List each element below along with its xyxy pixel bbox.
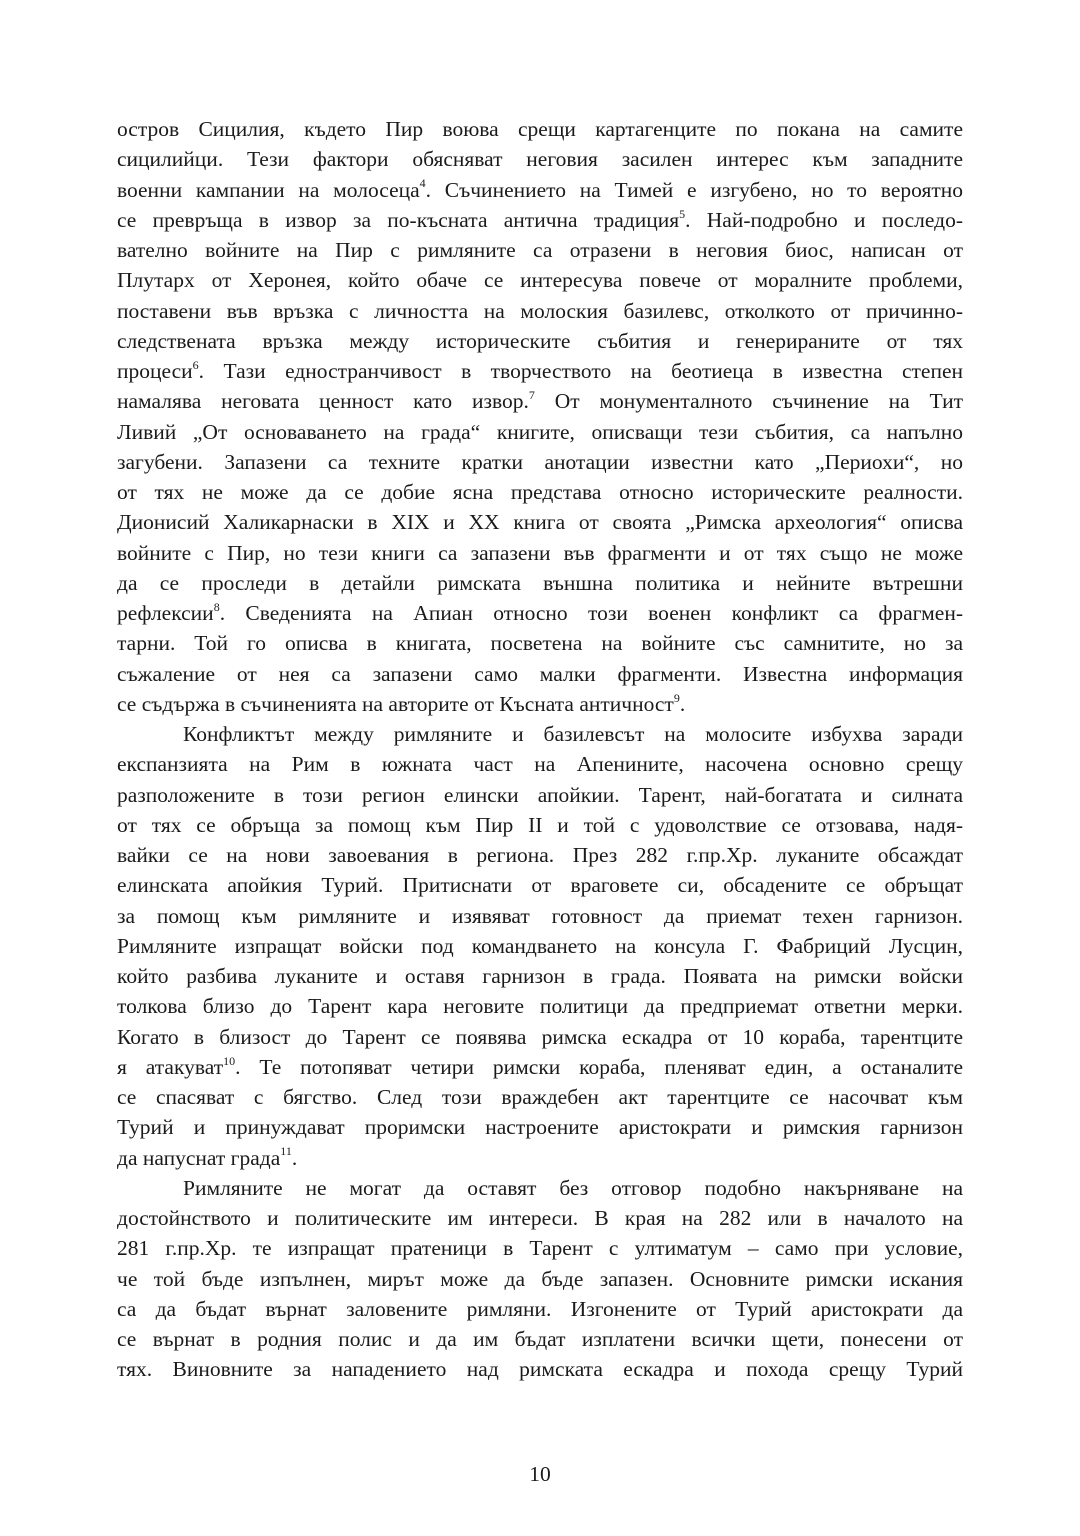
text-line: [117, 507, 963, 537]
text-line: [117, 326, 963, 356]
text-segment: се спасяват с бягство. След този враждебен акт тарентците се насочват към: [117, 1085, 963, 1109]
footnote-reference: 5: [679, 206, 686, 221]
text-segment: . Тази едностранчивост в творчеството на беотиеца в известна степен: [198, 359, 963, 383]
text-segment: я атакуват: [117, 1054, 224, 1079]
text-segment: елинската апойкия Турий. Притиснати от враговете си, обсадените се обръщат: [117, 873, 963, 898]
text-line: [117, 689, 963, 719]
text-segment: Римляните не могат да оставят без отговор подобно накърняване на: [183, 1175, 963, 1200]
text-line: [117, 1082, 963, 1112]
footnote-reference: 11: [280, 1144, 292, 1159]
paragraph: [117, 114, 963, 719]
text-segment: тарни. Той го описва в книгата, посветена на войните със самнитите, но за: [117, 631, 963, 656]
text-segment: намалява неговата ценност като извор.: [117, 389, 529, 414]
text-segment: загубени. Запазени са техните кратки анотации известни като „Периохи“, но: [117, 449, 963, 474]
text-line: [117, 1143, 963, 1173]
text-segment: са да бъдат върнат заловените римляни. Изгонените от Турий аристократи да: [117, 1296, 963, 1321]
text-line: [117, 991, 963, 1021]
footnote-reference: 4: [419, 176, 426, 191]
text-segment: . Най-подробно и последо-: [685, 207, 963, 232]
text-segment: . Съчинението на Тимей е изгубено, но то вероятно: [425, 177, 963, 202]
text-segment: Конфликтът между римляните и базилевсът на молосите избухва заради: [183, 722, 963, 746]
text-line: [117, 598, 963, 628]
text-segment: се върнат в родния полис и да им бъдат изплатени всички щети, понесени от: [117, 1327, 963, 1351]
text-line: [117, 1022, 963, 1052]
text-segment: се превръща в извор за по-късната антична традиция: [117, 207, 680, 232]
text-segment: следствената връзка между историческите събития и генерираните от тях: [117, 328, 963, 353]
text-line: [117, 1324, 963, 1354]
text-line: [117, 840, 963, 870]
page-number: 10: [529, 1462, 551, 1486]
paragraph: [117, 1173, 963, 1385]
text-line: [117, 931, 963, 961]
text-segment: от тях не може да се добие ясна представа относно историческите реалности.: [117, 480, 963, 504]
text-line: [117, 265, 963, 295]
text-line: [117, 719, 963, 749]
text-line: [117, 386, 963, 416]
text-line: [117, 659, 963, 689]
paragraph: [117, 719, 963, 1173]
text-segment: Ливий „От основаването на града“ книгите, описващи тези събития, са напълно: [117, 419, 963, 444]
text-line: [117, 235, 963, 265]
text-line: [117, 1173, 963, 1203]
text-line: [117, 144, 963, 174]
text-segment: толкова близо до Тарент кара неговите политици да предприемат ответни мерки.: [117, 994, 963, 1019]
text-line: [117, 901, 963, 931]
text-segment: Дионисий Халикарнаски в XIX и XX книга от своята „Римска археология“ описва: [117, 510, 963, 535]
text-segment: вайки се на нови завоевания в региона. През 282 г.пр.Хр. луканите обсаждат: [117, 843, 963, 867]
text-segment: за помощ към римляните и изявяват готовност да приемат техен гарнизон.: [117, 903, 963, 928]
text-segment: Турий и принуждават проримски настроените аристократи и римския гарнизон: [117, 1115, 963, 1140]
text-segment: 281 г.пр.Хр. те изпращат пратеници в Тарент с ултиматум – само при условие,: [117, 1236, 963, 1261]
text-line: [117, 1233, 963, 1263]
text-segment: тях. Виновните за нападението над римската ескадра и похода срещу Турий: [117, 1357, 963, 1382]
text-line: [117, 205, 963, 235]
text-segment: разположените в този регион елински апойкии. Тарент, най-богатата и силната: [117, 782, 963, 807]
text-line: [117, 538, 963, 568]
footnote-reference: 7: [528, 388, 535, 403]
text-line: [117, 628, 963, 658]
text-segment: от тях се обръща за помощ към Пир II и той с удоволствие се отзовава, надя-: [117, 812, 963, 837]
text-line: [117, 417, 963, 447]
text-line: [117, 114, 963, 144]
text-segment: .: [679, 691, 686, 716]
text-segment: че той бъде изпълнен, мирът може да бъде запазен. Основните римски искания: [117, 1266, 963, 1291]
text-segment: войните с Пир, но тези книги са запазени във фрагменти и от тях също не може: [117, 540, 963, 565]
footnote-reference: 8: [213, 599, 220, 614]
document-body: [117, 114, 963, 1385]
footnote-reference: 6: [192, 357, 199, 372]
text-line: [117, 810, 963, 840]
text-line: [117, 447, 963, 477]
text-line: [117, 568, 963, 598]
text-line: [117, 1264, 963, 1294]
text-line: [117, 1112, 963, 1142]
text-segment: . Сведенията на Апиан относно този военен конфликт са фрагмен-: [219, 601, 963, 625]
text-segment: да се проследи в детайли римската външна политика и нейните вътрешни: [117, 570, 963, 595]
text-segment: От монументалното съчинение на Тит: [534, 389, 963, 414]
text-line: [117, 749, 963, 779]
text-segment: . Те потопяват четири римски кораба, пленяват един, а останалите: [235, 1054, 964, 1079]
text-line: [117, 1052, 963, 1082]
text-line: [117, 296, 963, 326]
text-segment: рефлексии: [117, 601, 214, 625]
text-segment: Римляните изпращат войски под командването на консула Г. Фабриций Лусцин,: [117, 933, 963, 958]
text-line: [117, 870, 963, 900]
text-line: [117, 1354, 963, 1384]
text-segment: съжаление от нея са запазени само малки фрагменти. Известна информация: [117, 661, 963, 686]
text-segment: процеси: [117, 359, 193, 383]
text-segment: вателно войните на Пир с римляните са отразени в неговия биос, написан от: [117, 238, 963, 262]
text-segment: сицилийци. Тези фактори обясняват неговия засилен интерес към западните: [117, 147, 963, 172]
text-line: [117, 356, 963, 386]
footnote-reference: 10: [223, 1053, 236, 1068]
text-segment: достойнството и политическите им интереси. В края на 282 или в началото на: [117, 1206, 963, 1230]
text-line: [117, 780, 963, 810]
text-line: [117, 477, 963, 507]
text-line: [117, 1203, 963, 1233]
text-segment: който разбива луканите и оставя гарнизон в града. Появата на римски войски: [117, 964, 963, 988]
text-line: [117, 175, 963, 205]
text-segment: експанзията на Рим в южната част на Апенините, насочена основно срещу: [117, 752, 963, 777]
text-line: [117, 1294, 963, 1324]
text-segment: поставени във връзка с личността на молоския базилевс, отколкото от причинно-: [117, 298, 963, 323]
text-segment: Когато в близост до Тарент се появява римска ескадра от 10 кораба, тарентците: [117, 1024, 963, 1049]
text-segment: се съдържа в съчиненията на авторите от Късната античност: [117, 691, 674, 716]
text-line: [117, 961, 963, 991]
text-segment: остров Сицилия, където Пир воюва срещи картагенците по покана на самите: [117, 117, 963, 141]
text-segment: Плутарх от Херонея, който обаче се интересува повече от моралните проблеми,: [117, 268, 963, 293]
text-segment: военни кампании на молосеца: [117, 177, 420, 202]
text-segment: да напуснат града: [117, 1145, 281, 1170]
text-segment: .: [291, 1145, 298, 1170]
footnote-reference: 9: [673, 690, 680, 705]
